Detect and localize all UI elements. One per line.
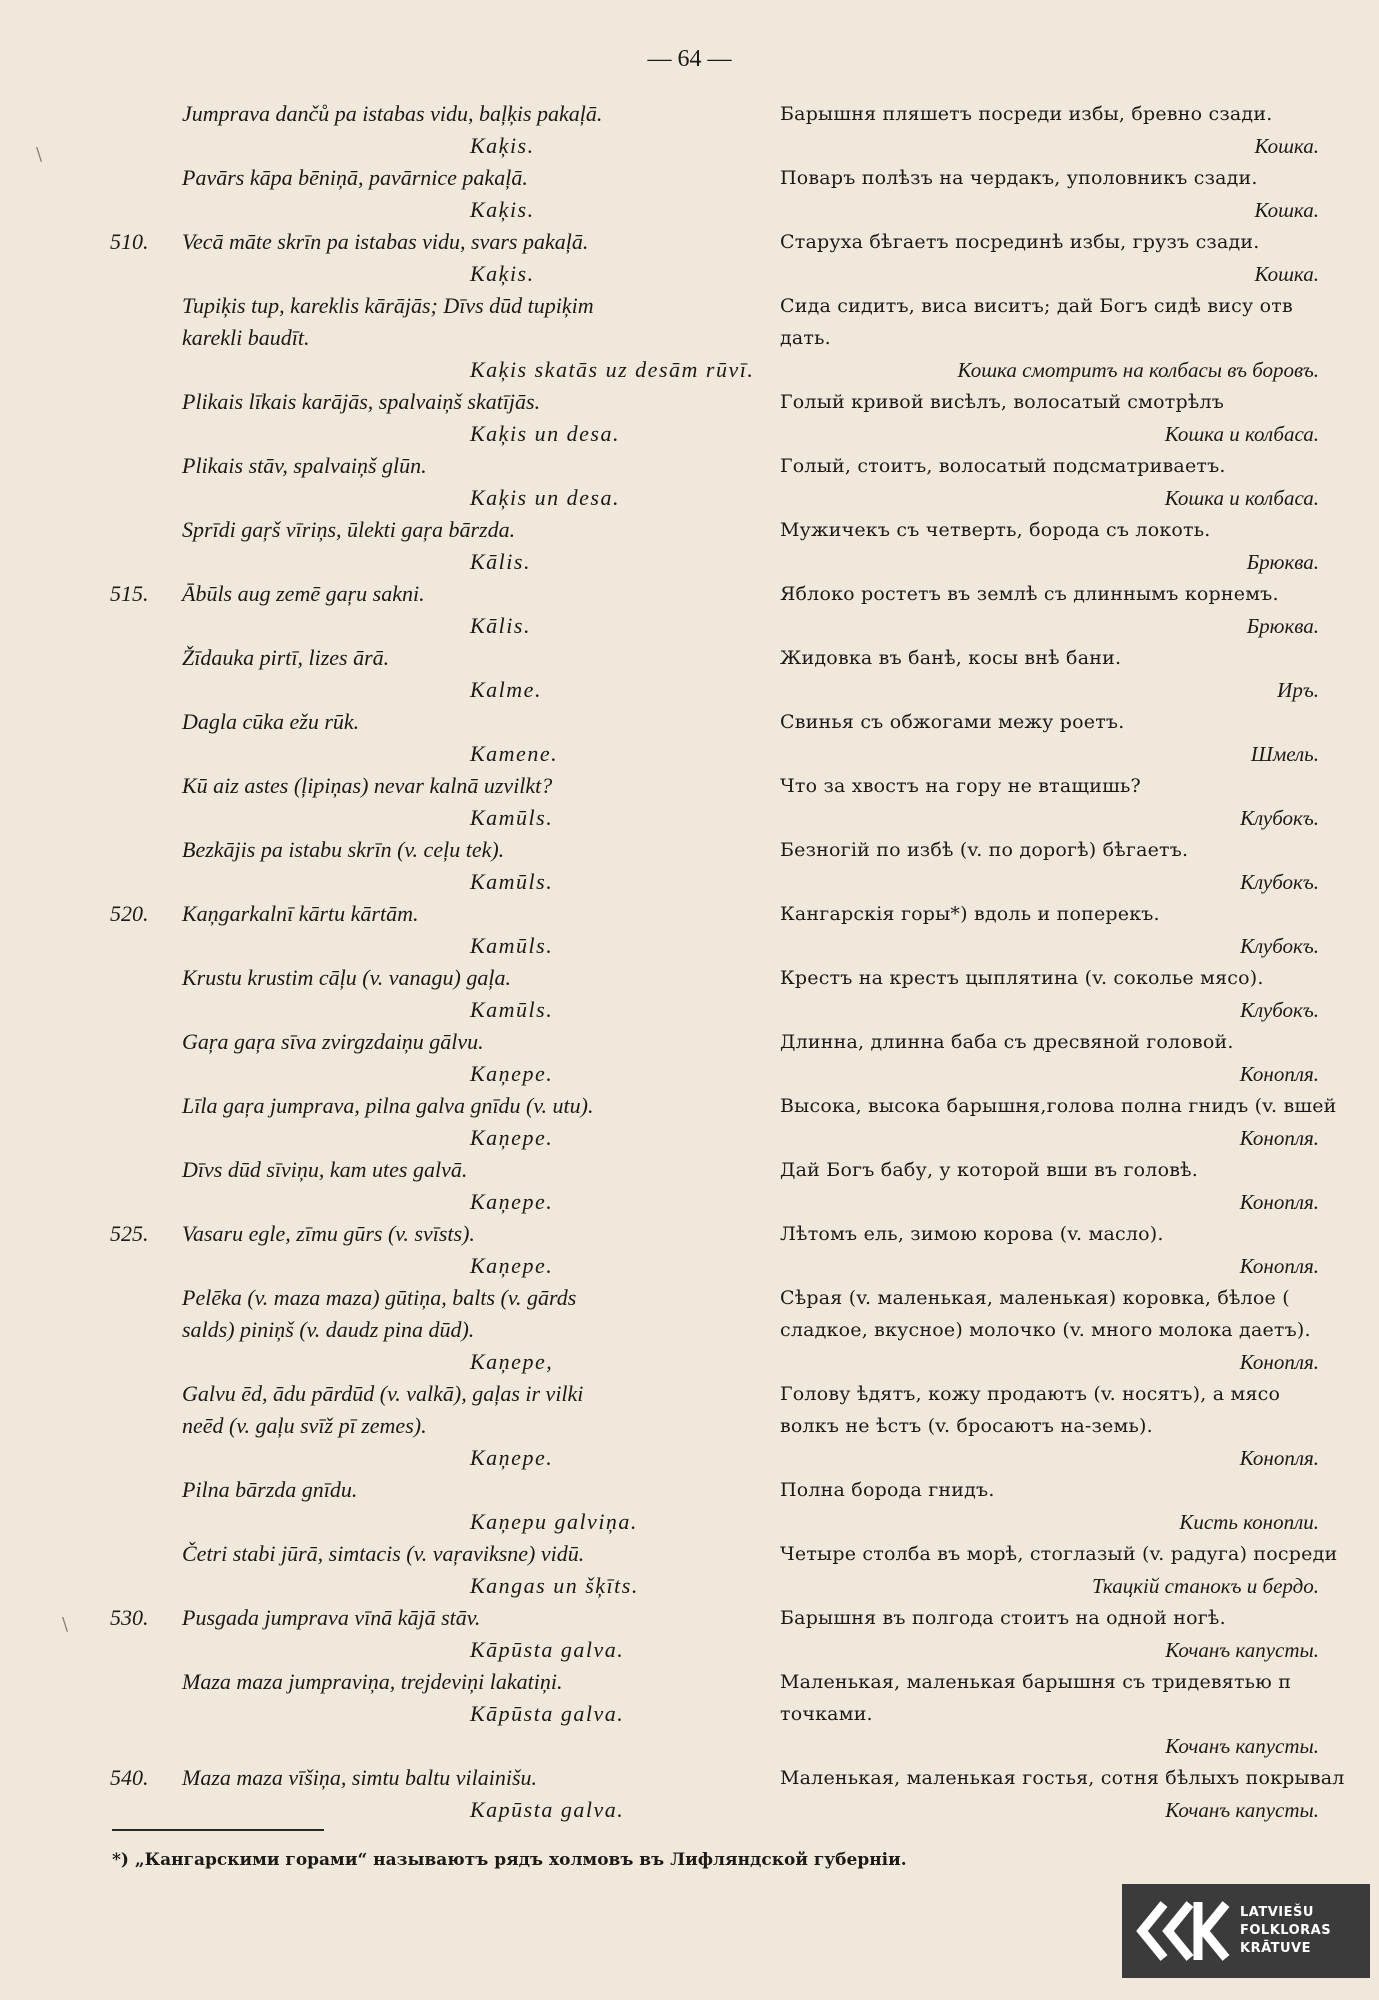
russian-answer: Клубокъ.: [1240, 870, 1319, 894]
riddle-row: [0, 162, 1379, 226]
riddle-row: [0, 290, 1379, 386]
latvian-text: Ābūls aug zemē gaŗu sakni.: [182, 581, 425, 606]
latvian-answer: Kapūsta galva.: [470, 1797, 625, 1822]
russian-text: Маленькая, маленькая гостья, сотня бѣлыхъ покрывал: [780, 1767, 1345, 1789]
russian-text: Полна борода гнидъ.: [780, 1479, 995, 1501]
russian-translation: [780, 962, 1379, 1026]
latvian-riddle-line: [110, 1314, 770, 1346]
latvian-answer: Kaņepe.: [470, 1125, 554, 1150]
russian-answer: Кочанъ капусты.: [1165, 1798, 1319, 1822]
latvian-answer: Kaķis un desa.: [470, 421, 620, 446]
latvian-text: Maza maza jumpraviņa, trejdeviņi lakatiņi.: [182, 1669, 563, 1694]
riddle-row: [0, 98, 1379, 162]
latvian-answer: Kaņepe.: [470, 1189, 554, 1214]
latvian-riddle: [110, 1538, 770, 1602]
russian-answer: Клубокъ.: [1240, 806, 1319, 830]
latvian-riddle: [110, 834, 770, 898]
latvian-riddle: [110, 1090, 770, 1154]
latvian-answer: Kaņepe,: [470, 1349, 554, 1374]
russian-answer: Клубокъ.: [1240, 934, 1319, 958]
riddle-row: [0, 1282, 1379, 1378]
latvian-riddle-line: [110, 162, 770, 194]
latvian-text: Kū aiz astes (ļipiņas) nevar kalnā uzvilkt?: [182, 773, 553, 798]
latvian-riddle-line: [110, 834, 770, 866]
russian-answer: Кисть конопли.: [1179, 1510, 1319, 1534]
latvian-riddle: [110, 162, 770, 226]
latvian-answer: Kangas un šķīts.: [470, 1573, 639, 1598]
riddle-row: [0, 706, 1379, 770]
latvian-riddle: [110, 1762, 770, 1826]
riddle-row: [0, 1090, 1379, 1154]
russian-translation: [780, 1538, 1379, 1602]
russian-text: Голову ѣдятъ, кожу продаютъ (v. носятъ), а мясо: [780, 1383, 1281, 1405]
russian-text: Сида сидитъ, виса виситъ; дай Богъ сидѣ вису отв: [780, 295, 1293, 317]
russian-translation: [780, 386, 1379, 450]
latvian-text: Kaņgarkalnī kārtu kārtām.: [182, 901, 419, 926]
riddle-row: [0, 898, 1379, 962]
latvian-riddle: [110, 450, 770, 514]
latvian-riddle: [110, 1666, 770, 1730]
russian-translation: [780, 290, 1379, 386]
latvian-text: Jumprava dančů pa istabas vidu, baļķis pakaļā.: [182, 101, 603, 126]
riddle-row: [0, 770, 1379, 834]
latvian-riddle: [110, 226, 770, 290]
latvian-riddle-line: [110, 962, 770, 994]
latvian-riddle: [110, 962, 770, 1026]
russian-translation: [780, 1218, 1379, 1282]
latvian-riddle: [110, 386, 770, 450]
margin-mark: \: [62, 1614, 69, 1635]
russian-translation: [780, 898, 1379, 962]
footnote-divider: [112, 1829, 324, 1831]
riddle-row: [0, 450, 1379, 514]
latvian-riddle-line: [110, 1378, 770, 1410]
russian-text: Голый кривой висѣлъ, волосатый смотрѣлъ: [780, 391, 1225, 413]
russian-translation: [780, 578, 1379, 642]
russian-answer: Кочанъ капусты.: [1165, 1638, 1319, 1662]
latvian-answer: Kaķis.: [470, 261, 535, 286]
latvian-text: karekli baudīt.: [182, 325, 310, 350]
riddle-row: [0, 1538, 1379, 1602]
latvian-answer: Kaņepu galviņa.: [470, 1509, 638, 1534]
russian-answer: Кошка.: [1254, 134, 1319, 158]
riddle-row: [0, 1602, 1379, 1666]
latvian-answer: Kaņepe.: [470, 1445, 554, 1470]
russian-text: Лѣтомъ ель, зимою корова (v. масло).: [780, 1223, 1164, 1245]
riddle-row: [0, 386, 1379, 450]
latvian-riddle: [110, 1602, 770, 1666]
russian-answer: Кошка смотритъ на колбасы въ боровъ.: [957, 358, 1319, 382]
latvian-riddle-line: [110, 290, 770, 322]
latvian-answer: Kalme.: [470, 677, 542, 702]
riddle-row: [0, 226, 1379, 290]
latvian-answer: Kaķis.: [470, 197, 535, 222]
latvian-text: Dīvs dūd sīviņu, kam utes galvā.: [182, 1157, 468, 1182]
archive-logo: [1122, 1884, 1370, 1978]
russian-text: Барышня пляшетъ посреди избы, бревно сзади.: [780, 103, 1273, 125]
logo-text: [1240, 1904, 1331, 1958]
latvian-text: Pelēka (v. maza maza) gūtiņa, balts (v. gārds: [182, 1285, 577, 1310]
latvian-riddle: [110, 770, 770, 834]
latvian-answer: Kālis.: [470, 613, 531, 638]
russian-translation: [780, 1154, 1379, 1218]
latvian-riddle-line: [110, 322, 770, 354]
latvian-answer: Kamūls.: [470, 997, 554, 1022]
russian-answer: Конопля.: [1239, 1126, 1319, 1150]
latvian-answer: Kāpūsta galva.: [470, 1701, 625, 1726]
russian-text: Сѣрая (v. маленькая, маленькая) коровка, бѣлое (: [780, 1287, 1290, 1309]
russian-text: Безногій по избѣ (v. по дорогѣ) бѣгаетъ.: [780, 839, 1189, 861]
riddle-row: [0, 1666, 1379, 1762]
latvian-riddle: [110, 1218, 770, 1282]
latvian-riddle: [110, 706, 770, 770]
latvian-text: Dagla cūka ežu rūk.: [182, 709, 360, 734]
latvian-riddle: [110, 578, 770, 642]
riddle-row: [0, 1474, 1379, 1538]
latvian-answer: Kamūls.: [470, 933, 554, 958]
russian-text: Длинна, длинна баба съ дресвяной головой.: [780, 1031, 1234, 1053]
latvian-text: Vecā māte skrīn pa istabas vidu, svars pakaļā.: [182, 229, 589, 254]
latvian-riddle: [110, 1154, 770, 1218]
latvian-answer: Kamūls.: [470, 805, 554, 830]
latvian-riddle-line: [110, 1282, 770, 1314]
latvian-riddle-line: [110, 1474, 770, 1506]
latvian-riddle: [110, 514, 770, 578]
russian-text: Что за хвостъ на гору не втащишь?: [780, 775, 1141, 797]
latvian-text: Sprīdi gaŗš vīriņs, ūlekti gaŗa bārzda.: [182, 517, 516, 542]
riddle-row: [0, 642, 1379, 706]
russian-answer: Конопля.: [1239, 1062, 1319, 1086]
russian-text: Маленькая, маленькая барышня съ тридевятью п: [780, 1671, 1292, 1693]
latvian-answer: Kamūls.: [470, 869, 554, 894]
latvian-text: Pusgada jumprava vīnā kājā stāv.: [182, 1605, 481, 1630]
latvian-riddle-line: [110, 514, 770, 546]
latvian-text: Žīdauka pirtī, lizes ārā.: [182, 645, 390, 670]
latvian-riddle-line: [110, 578, 770, 610]
russian-translation: [780, 770, 1379, 834]
latvian-text: Plikais līkais karājās, spalvaiņš skatījās.: [182, 389, 541, 414]
latvian-riddle-line: [110, 1154, 770, 1186]
russian-answer: Конопля.: [1239, 1190, 1319, 1214]
russian-translation: [780, 1026, 1379, 1090]
latvian-answer: Kaņepe.: [470, 1061, 554, 1086]
latvian-riddle-line: [110, 706, 770, 738]
latvian-riddle-line: [110, 98, 770, 130]
riddle-number: 540.: [110, 1765, 149, 1790]
latvian-answer: Kaķis skatās uz desām rūvī.: [470, 357, 755, 382]
margin-mark: \: [36, 144, 43, 165]
riddle-row: [0, 578, 1379, 642]
russian-text: Кангарскія горы*) вдоль и поперекъ.: [780, 903, 1160, 925]
russian-text: Дай Богъ бабу, у которой вши въ головѣ.: [780, 1159, 1198, 1181]
russian-text: дать.: [780, 327, 831, 349]
latvian-riddle-line: [110, 1090, 770, 1122]
latvian-riddle-line: [110, 1666, 770, 1698]
russian-translation: [780, 226, 1379, 290]
russian-answer: Конопля.: [1239, 1350, 1319, 1374]
russian-answer: Кошка и колбаса.: [1164, 422, 1319, 446]
latvian-riddle-line: [110, 770, 770, 802]
latvian-riddle-line: [110, 642, 770, 674]
riddle-row: [0, 962, 1379, 1026]
russian-text: Старуха бѣгаетъ посрединѣ избы, грузъ сзади.: [780, 231, 1260, 253]
latvian-riddle: [110, 1378, 770, 1474]
russian-text: Четыре столба въ морѣ, стоглазый (v. радуга) посреди: [780, 1543, 1338, 1565]
latvian-riddle: [110, 642, 770, 706]
logo-line: LATVIEŠU: [1240, 1905, 1314, 1920]
latvian-text: Gaŗa gaŗa sīva zvirgzdaiņu gālvu.: [182, 1029, 484, 1054]
riddle-number: 520.: [110, 901, 149, 926]
russian-text: Крестъ на крестъ цыплятина (v. соколье мясо).: [780, 967, 1264, 989]
russian-translation: [780, 1762, 1379, 1826]
latvian-answer: Kaķis un desa.: [470, 485, 620, 510]
riddle-number: 525.: [110, 1221, 149, 1246]
russian-answer: Конопля.: [1239, 1254, 1319, 1278]
russian-text: Свинья съ обжогами межу роетъ.: [780, 711, 1125, 733]
latvian-text: Pavārs kāpa bēniņā, pavārnice pakaļā.: [182, 165, 528, 190]
latvian-text: Četri stabi jūrā, simtacis (v. vaŗaviksne) vidū.: [182, 1541, 585, 1566]
latvian-text: Līla gaŗa jumprava, pilna galva gnīdu (v. utu).: [182, 1093, 594, 1118]
russian-translation: [780, 1474, 1379, 1538]
russian-translation: [780, 1090, 1379, 1154]
latvian-text: Pilna bārzda gnīdu.: [182, 1477, 358, 1502]
russian-text: Голый, стоитъ, волосатый подсматриваетъ.: [780, 455, 1226, 477]
logo-line: KRĀTUVE: [1240, 1941, 1312, 1956]
riddle-number: 515.: [110, 581, 149, 606]
latvian-text: neēd (v. gaļu svīž pī zemes).: [182, 1413, 427, 1438]
latvian-text: Galvu ēd, ādu pārdūd (v. valkā), gaļas ir vilki: [182, 1381, 584, 1406]
latvian-answer: Kālis.: [470, 549, 531, 574]
russian-translation: [780, 642, 1379, 706]
footnote: *) „Кангарскими горами“ называютъ рядъ холмовъ въ Лифляндской губерніи.: [112, 1850, 907, 1870]
latvian-riddle-line: [110, 386, 770, 418]
russian-answer: Конопля.: [1239, 1446, 1319, 1470]
latvian-answer: Kaķis.: [470, 133, 535, 158]
russian-answer: Кошка и колбаса.: [1164, 486, 1319, 510]
russian-answer: Брюква.: [1246, 614, 1319, 638]
russian-translation: [780, 1282, 1379, 1378]
riddle-row: [0, 834, 1379, 898]
russian-answer: Клубокъ.: [1240, 998, 1319, 1022]
latvian-text: Tupiķis tup, kareklis kārājās; Dīvs dūd tupiķim: [182, 293, 594, 318]
russian-answer: Ткацкій станокъ и бердо.: [1092, 1574, 1319, 1598]
russian-answer: Брюква.: [1246, 550, 1319, 574]
russian-text: Поваръ полѣзъ на чердакъ, уполовникъ сзади.: [780, 167, 1258, 189]
latvian-riddle: [110, 98, 770, 162]
riddle-row: [0, 1154, 1379, 1218]
russian-translation: [780, 98, 1379, 162]
latvian-answer: Kaņepe.: [470, 1253, 554, 1278]
russian-answer: Кочанъ капусты.: [1165, 1734, 1319, 1758]
russian-text: Барышня въ полгода стоитъ на одной ногѣ.: [780, 1607, 1226, 1629]
page-number: — 64 —: [647, 46, 732, 72]
latvian-answer: Kāpūsta galva.: [470, 1637, 625, 1662]
latvian-riddle-line: [110, 1538, 770, 1570]
russian-translation: [780, 514, 1379, 578]
russian-answer: Кошка.: [1254, 262, 1319, 286]
latvian-text: Maza maza vīšiņa, simtu baltu vilainišu.: [182, 1765, 538, 1790]
riddle-row: [0, 1378, 1379, 1474]
riddle-row: [0, 1218, 1379, 1282]
russian-answer: Кошка.: [1254, 198, 1319, 222]
russian-translation: [780, 162, 1379, 226]
russian-answer: Иръ.: [1277, 678, 1319, 702]
latvian-riddle-line: [110, 898, 770, 930]
latvian-riddle-line: [110, 226, 770, 258]
russian-text: Жидовка въ банѣ, косы внѣ бани.: [780, 647, 1122, 669]
latvian-text: Plikais stāv, spalvaiņš glūn.: [182, 453, 427, 478]
latvian-riddle: [110, 1026, 770, 1090]
russian-translation: [780, 706, 1379, 770]
russian-text: точками.: [780, 1703, 873, 1725]
latvian-riddle-line: [110, 1602, 770, 1634]
riddle-row: [0, 1762, 1379, 1826]
latvian-riddle: [110, 1474, 770, 1538]
riddle-number: 530.: [110, 1605, 149, 1630]
latvian-text: Bezkājis pa istabu skrīn (v. ceļu tek).: [182, 837, 505, 862]
russian-translation: [780, 1378, 1379, 1474]
russian-text: волкъ не ѣстъ (v. бросаютъ на-земь).: [780, 1415, 1153, 1437]
russian-translation: [780, 1666, 1379, 1762]
riddle-row: [0, 514, 1379, 578]
russian-translation: [780, 1602, 1379, 1666]
logo-line: FOLKLORAS: [1240, 1923, 1332, 1938]
latvian-text: Vasaru egle, zīmu gūrs (v. svīsts).: [182, 1221, 475, 1246]
latvian-riddle: [110, 290, 770, 386]
riddle-number: 510.: [110, 229, 149, 254]
riddle-row: [0, 1026, 1379, 1090]
russian-text: Мужичекъ съ четверть, борода съ локоть.: [780, 519, 1211, 541]
russian-answer: Шмель.: [1250, 742, 1319, 766]
latvian-riddle-line: [110, 450, 770, 482]
latvian-riddle-line: [110, 1218, 770, 1250]
russian-text: Яблоко ростетъ въ землѣ съ длиннымъ корнемъ.: [780, 583, 1279, 605]
latvian-text: Krustu krustim cāļu (v. vanagu) gaļa.: [182, 965, 511, 990]
latvian-riddle-line: [110, 1026, 770, 1058]
latvian-riddle: [110, 898, 770, 962]
latvian-text: salds) piniņš (v. daudz pina dūd).: [182, 1317, 475, 1342]
latvian-answer: Kamene.: [470, 741, 559, 766]
russian-translation: [780, 450, 1379, 514]
latvian-riddle-line: [110, 1410, 770, 1442]
russian-translation: [780, 834, 1379, 898]
russian-text: сладкое, вкусное) молочко (v. много молока даетъ).: [780, 1319, 1311, 1341]
latvian-riddle-line: [110, 1762, 770, 1794]
latvian-riddle: [110, 1282, 770, 1378]
russian-text: Высока, высока барышня,голова полна гнидъ (v. вшей: [780, 1095, 1337, 1117]
lfk-logo-icon: [1134, 1896, 1230, 1966]
